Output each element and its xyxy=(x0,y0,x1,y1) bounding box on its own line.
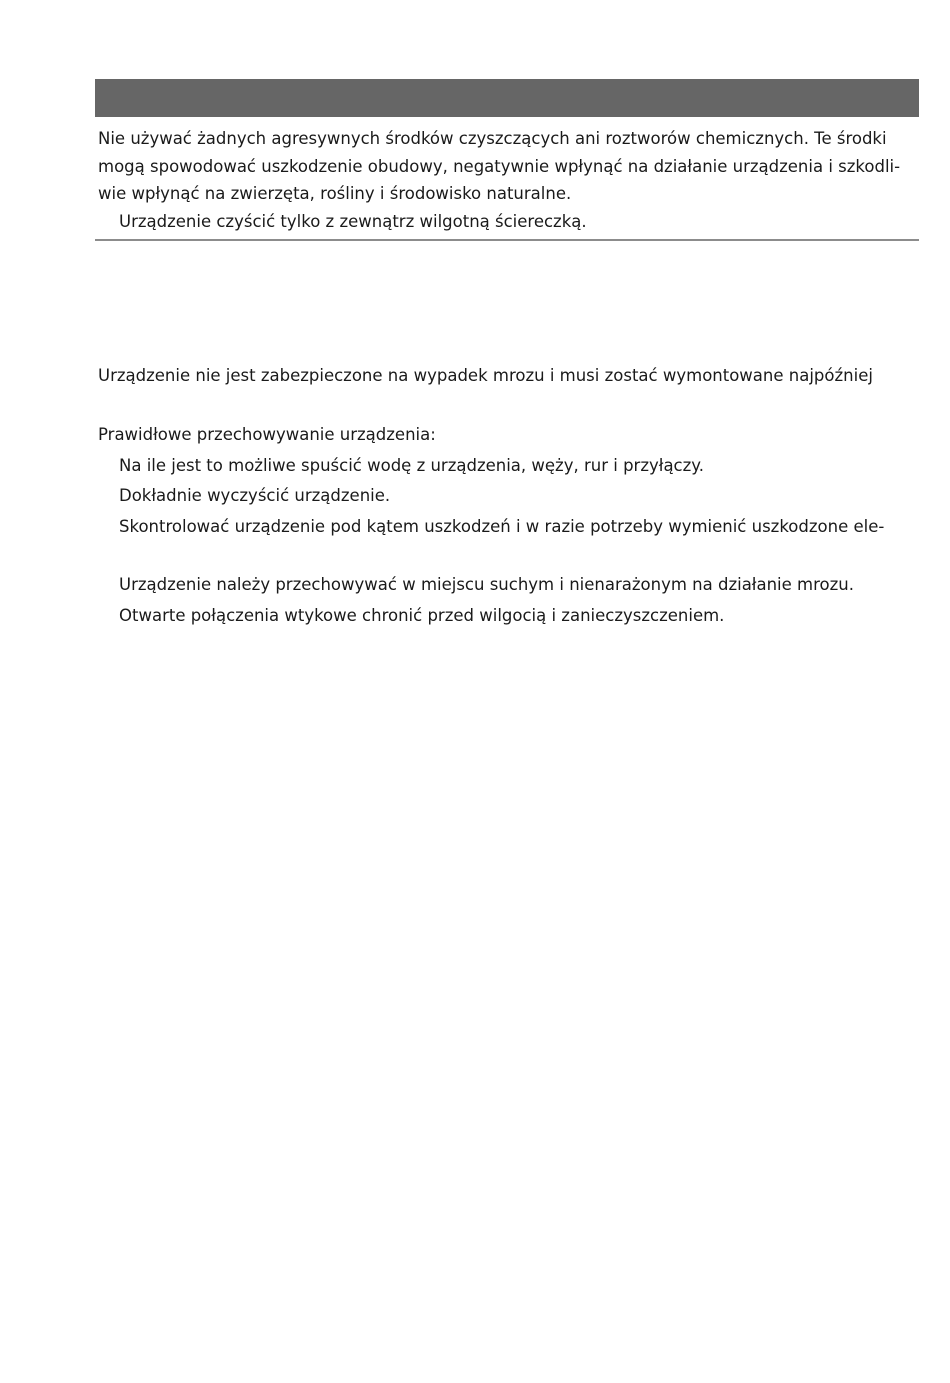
warning-line: Nie używać żadnych agresywnych środków czyszczących ani roztworów chemicznych. Te środki xyxy=(98,129,887,148)
warning-line: wie wpłynąć na zwierzęta, rośliny i środowisko naturalne. xyxy=(98,184,572,203)
storage-steps-heading: Prawidłowe przechowywanie urządzenia: xyxy=(98,425,436,444)
storage-step: Dokładnie wyczyścić urządzenie. xyxy=(119,486,391,505)
cleaning-instruction: Urządzenie czyścić tylko z zewnątrz wilgotną ściereczką. xyxy=(119,211,587,231)
frost-intro-text: Urządzenie nie jest zabezpieczone na wypadek mrozu i musi zostać wymontowane najpóźniej xyxy=(98,366,873,385)
warning-line: mogą spowodować uszkodzenie obudowy, negatywnie wpłynąć na działanie urządzenia i szkodli- xyxy=(98,156,901,176)
notice-header-bar xyxy=(95,79,919,117)
storage-step: Skontrolować urządzenie pod kątem uszkodzeń i w razie potrzeby wymienić uszkodzone ele- xyxy=(119,517,885,536)
storage-step: Otwarte połączenia wtykowe chronić przed wilgocią i zanieczyszczeniem. xyxy=(119,606,725,625)
storage-step: Urządzenie należy przechowywać w miejscu suchym i nienarażonym na działanie mrozu. xyxy=(119,575,854,594)
storage-step: Na ile jest to możliwe spuścić wodę z urządzenia, węży, rur i przyłączy. xyxy=(119,456,704,475)
notice-body xyxy=(95,117,919,241)
cleaning-notice-box xyxy=(95,79,919,241)
